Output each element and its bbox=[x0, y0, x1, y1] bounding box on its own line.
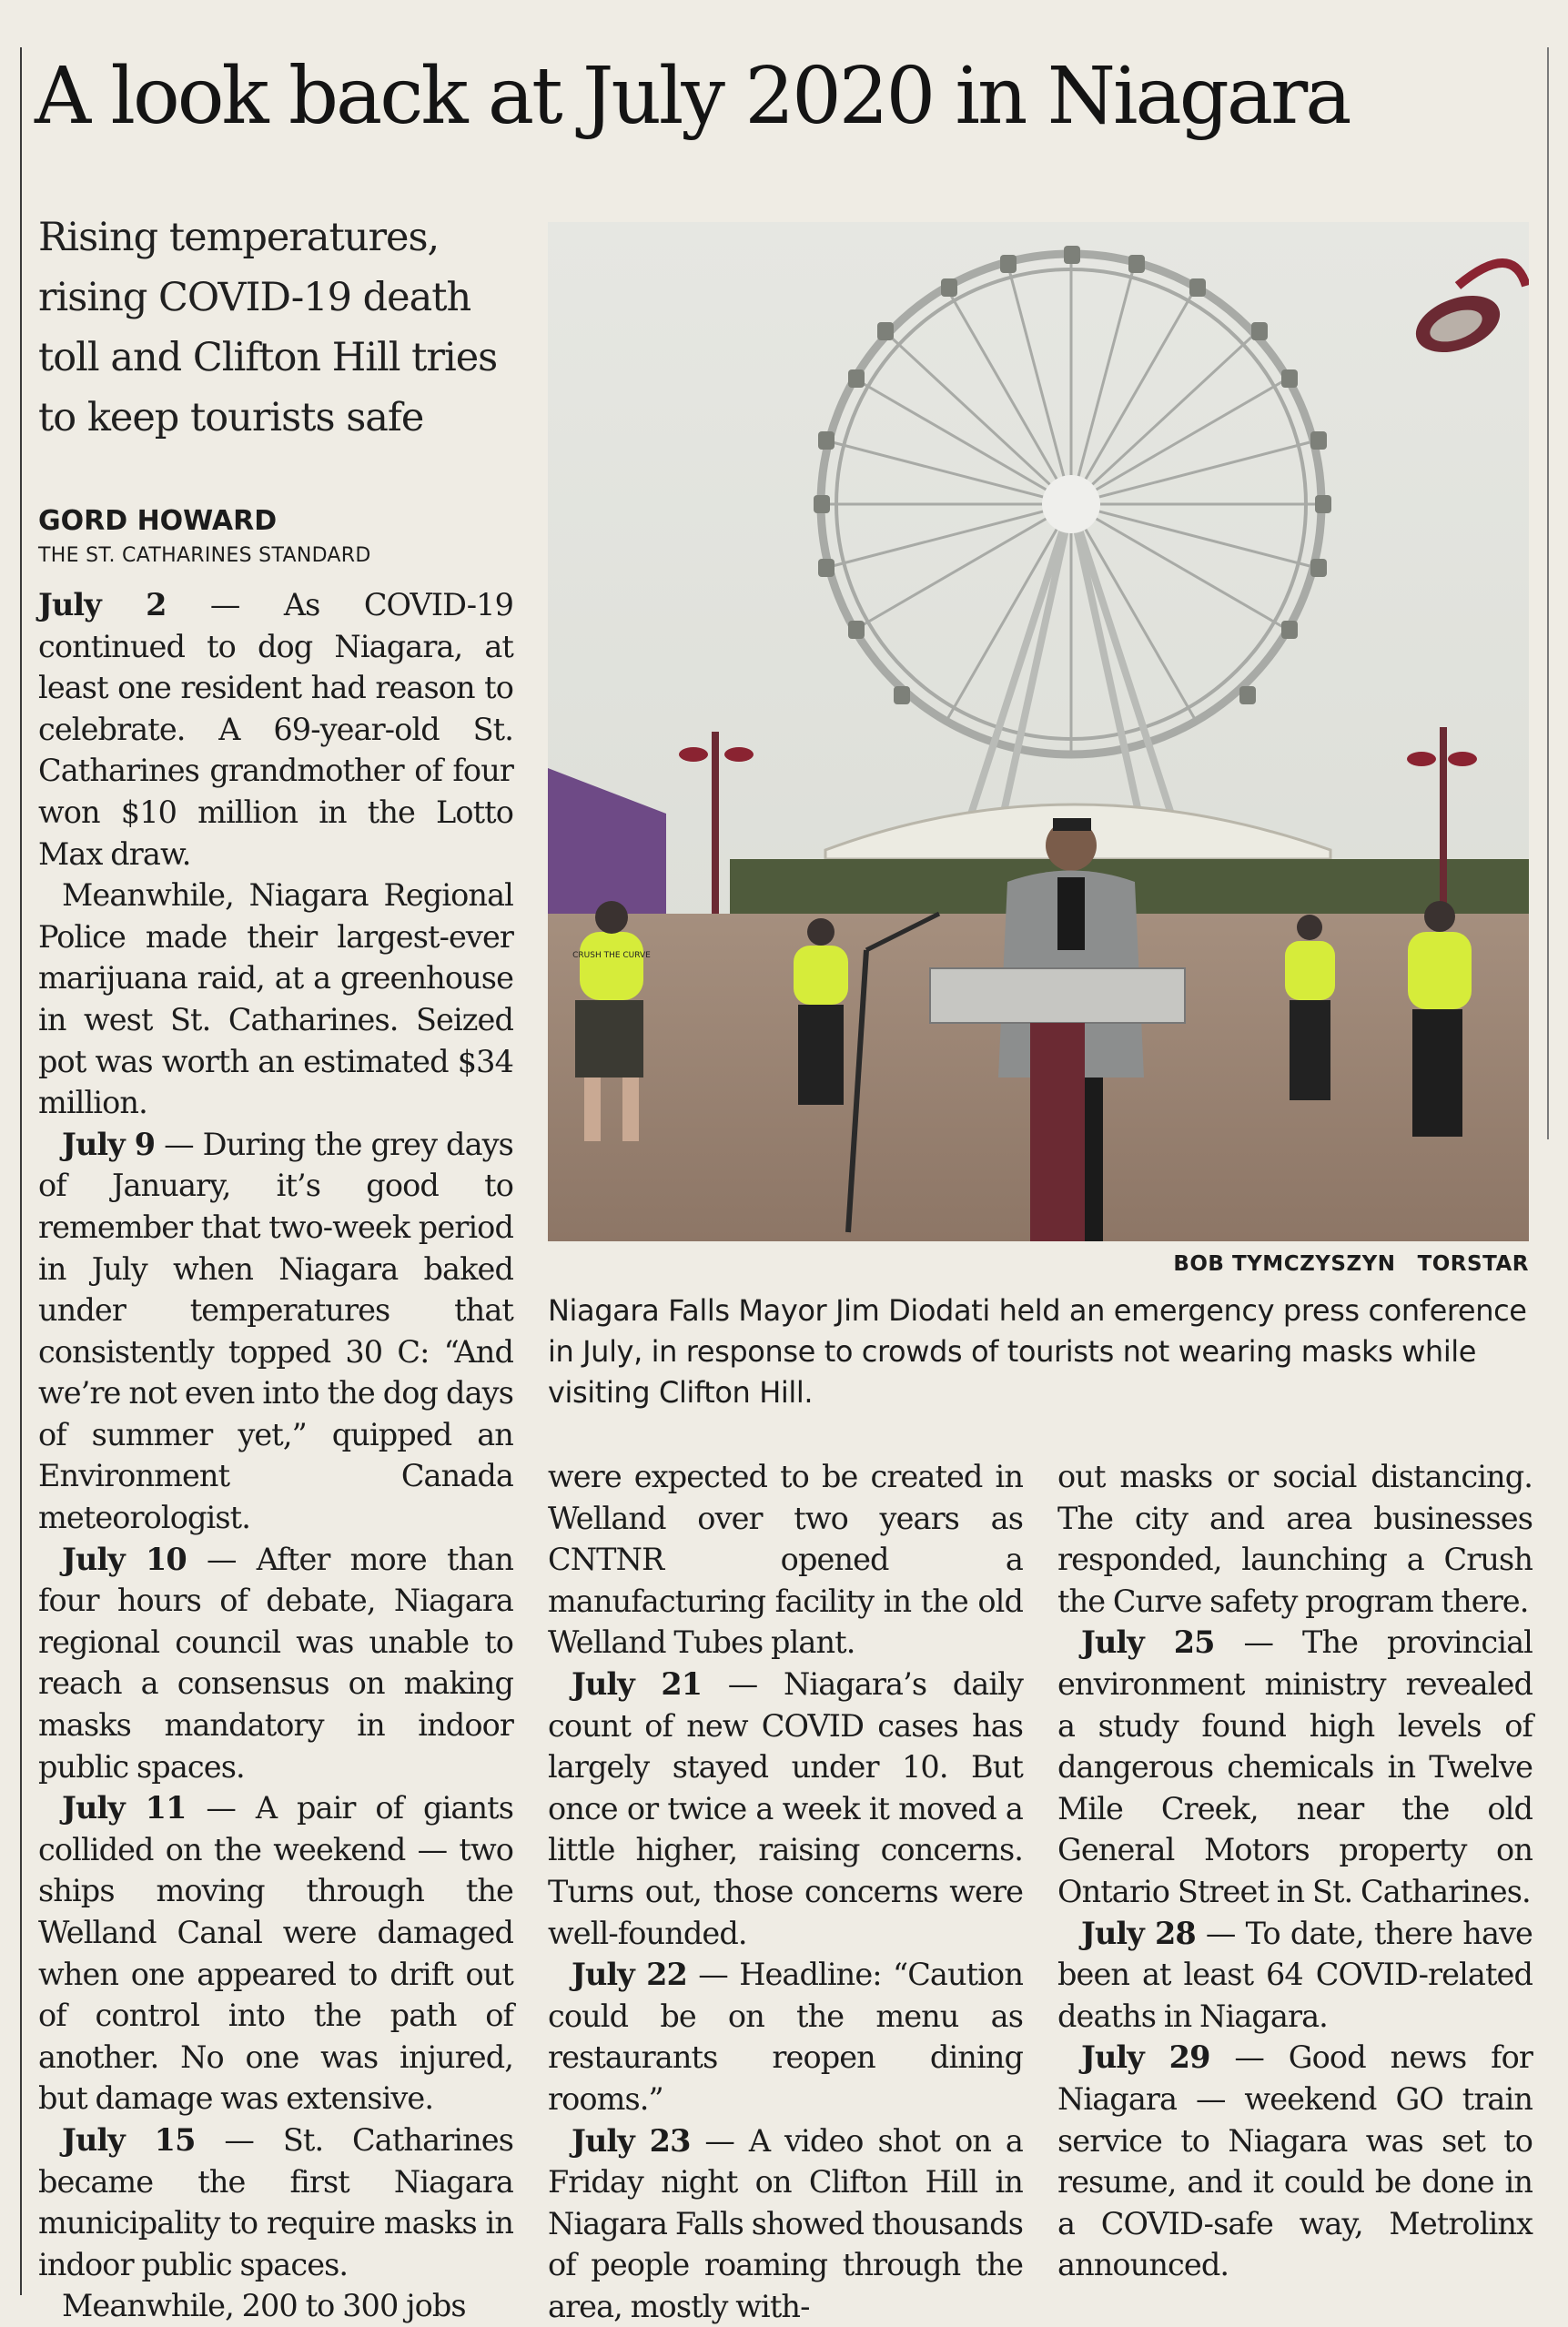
entry-july-15-cont bbox=[38, 2285, 513, 2327]
column-rule-left bbox=[20, 47, 22, 2295]
photo-press-conference bbox=[548, 222, 1529, 1241]
photo-credit-name: BOB TYMCZYSZYN bbox=[1173, 1252, 1395, 1276]
entry-text: The provincial environment ministry revealed a study found high levels of dangerous chemicals in Twelve Mile Creek, near the old General Motors property on Ontario Street in St. Catharines. bbox=[1057, 1624, 1533, 1909]
entry-date: July 29 bbox=[1081, 2039, 1209, 2075]
entry-text: A video shot on a Friday night on Clifton Hill in Niagara Falls showed thousands of people roaming through the area, mostly with- bbox=[548, 2123, 1023, 2324]
column-rule-right bbox=[1547, 47, 1549, 1139]
entry-date: July 15 bbox=[62, 2122, 196, 2158]
wheel-hub bbox=[1042, 475, 1100, 533]
entry-text: were expected to be created in Welland over two years as CNTNR opened a manufacturing facility in the old Welland Tubes plant. bbox=[548, 1459, 1023, 1660]
entry-july-10: July 10 — After more than four hours of debate, Niagara regional council was unable to reach a consensus on making masks mandatory in indoor public spaces. bbox=[38, 1539, 513, 1788]
entry-text: Headline: “Caution could be on the menu as restaurants reopen dining rooms.” bbox=[548, 1957, 1023, 2117]
photo-credit bbox=[548, 1250, 1529, 1278]
entry-date: July 22 bbox=[572, 1957, 687, 1992]
entry-july-28: July 28 — To date, there have been at least 64 COVID-related deaths in Niagara. bbox=[1057, 1913, 1533, 2038]
entry-july-21: July 21 — Niagara’s daily count of new COVID cases has largely stayed under 10. But once or twice a week it moved a little higher, raising concerns. Turns out, those concerns were well-founded. bbox=[548, 1664, 1023, 1954]
byline-author: GORD HOWARD bbox=[38, 502, 511, 541]
entry-date: July 21 bbox=[572, 1666, 702, 1702]
entry-july-2-cont bbox=[38, 875, 513, 1124]
entry-july-2: July 2 — As COVID-19 continued to dog Niagara, at least one resident had reason to celebrate. A 69-year-old St. Catharines grandmother of four won $10 million in the Lotto Max draw. bbox=[38, 584, 513, 875]
entry-text: As COVID-19 continued to dog Niagara, at least one resident had reason to celebrate. A 69-year-old St. Catharines grandmother of four won $10 million in the Lotto Max draw. bbox=[38, 587, 513, 872]
shirt-slogan-left: CRUSH THE CURVE bbox=[572, 951, 651, 960]
entry-text: out masks or social distancing. The city and area businesses responded, launching a Crush the Curve safety program there. bbox=[1057, 1459, 1533, 1619]
entry-text: To date, there have been at least 64 COVID-related deaths in Niagara. bbox=[1057, 1916, 1533, 2034]
entry-date: July 25 bbox=[1081, 1624, 1215, 1660]
article-column-3 bbox=[1057, 1456, 1533, 2286]
entry-july-11: July 11 — A pair of giants collided on the weekend — two ships moving through the Welland Canal were damaged when one appeared to drift out of control into the path of another. No one was injured, but damage was extensive. bbox=[38, 1787, 513, 2120]
entry-text: Meanwhile, Niagara Regional Police made their largest-ever marijuana raid, at a greenhouse in west St. Catharines. Seized pot was worth an estimated $34 million. bbox=[38, 877, 513, 1120]
entry-date: July 10 bbox=[62, 1542, 187, 1577]
entry-july-23-cont bbox=[1057, 1456, 1533, 1622]
entry-text: Meanwhile, 200 to 300 jobs bbox=[62, 2288, 466, 2323]
entry-text: After more than four hours of debate, Niagara regional council was unable to reach a consensus on making masks mandatory in indoor public spaces. bbox=[38, 1542, 513, 1785]
entry-july-25: July 25 — The provincial environment ministry revealed a study found high levels of dangerous chemicals in Twelve Mile Creek, near the old General Motors property on Ontario Street in St. Catharines. bbox=[1057, 1622, 1533, 1912]
entry-text: Niagara’s daily count of new COVID cases has largely stayed under 10. But once or twice a week it moved a little higher, raising concerns. Turns out, those concerns were well-founded. bbox=[548, 1666, 1023, 1951]
byline-outlet: THE ST. CATHARINES STANDARD bbox=[38, 541, 511, 572]
entry-date: July 2 bbox=[38, 587, 167, 622]
entry-text: Good news for Niagara — weekend GO train service to Niagara was set to resume, and it could be done in a COVID-safe way, Metrolinx announced. bbox=[1057, 2039, 1533, 2282]
photo-caption: Niagara Falls Mayor Jim Diodati held an emergency press conference in July, in response to crowds of tourists not wearing masks while visiting Clifton Hill. bbox=[548, 1290, 1531, 1413]
entry-july-29: July 29 — Good news for Niagara — weekend GO train service to Niagara was set to resume, and it could be done in a COVID-safe way, Metrolinx announced. bbox=[1057, 2037, 1533, 2286]
entry-july-15-cont-end bbox=[548, 1456, 1023, 1664]
article-column-1 bbox=[38, 584, 513, 2327]
headline: A look back at July 2020 in Niagara bbox=[35, 47, 1545, 146]
entry-july-23: July 23 — A video shot on a Friday night on Clifton Hill in Niagara Falls showed thousands of people roaming through the area, mostly with- bbox=[548, 2120, 1023, 2327]
entry-date: July 28 bbox=[1081, 1916, 1196, 1951]
entry-date: July 23 bbox=[572, 2123, 691, 2159]
entry-july-22: July 22 — Headline: “Caution could be on the menu as restaurants reopen dining rooms.” bbox=[548, 1954, 1023, 2120]
entry-text: St. Catharines became the first Niagara municipality to require masks in indoor public spaces. bbox=[38, 2122, 513, 2282]
entry-july-9: July 9 — During the grey days of January, it’s good to remember that two-week period in July when Niagara baked under temperatures that consistently topped 30 C: “And we’re not even into the dog days of summer yet,” quipped an Environment Canada meteorologist. bbox=[38, 1124, 513, 1539]
deck-subheadline: Rising temperatures, rising COVID-19 death toll and Clifton Hill tries to keep tourists safe bbox=[38, 207, 511, 448]
entry-text: A pair of giants collided on the weekend — two ships moving through the Welland Canal were damaged when one appeared to drift out of control into the path of another. No one was injured, but damage was extensive. bbox=[38, 1790, 513, 2116]
entry-date: July 9 bbox=[62, 1127, 155, 1162]
staff-right-2 bbox=[1408, 901, 1472, 1137]
entry-text: During the grey days of January, it’s good to remember that two-week period in July when Niagara baked under temperatures that consistently topped 30 C: “And we’re not even into the dog days of summer yet,” quipped an Environment Canada meteorologist. bbox=[38, 1127, 513, 1535]
entry-july-15: July 15 — St. Catharines became the first Niagara municipality to require masks in indoor public spaces. bbox=[38, 2120, 513, 2285]
entry-date: July 11 bbox=[62, 1790, 187, 1826]
photo-credit-org: TORSTAR bbox=[1418, 1252, 1529, 1276]
article-column-2 bbox=[548, 1456, 1023, 2327]
